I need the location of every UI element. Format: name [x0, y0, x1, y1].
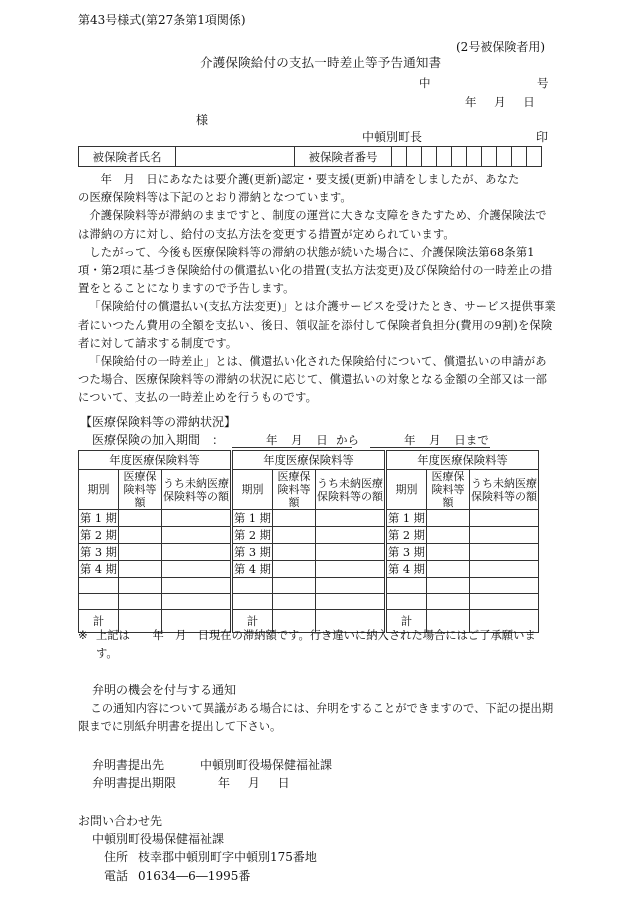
address-label: 住所	[104, 850, 129, 864]
address-value: 枝幸郡中頓別町字中頓別175番地	[138, 850, 317, 864]
insured-number-digit[interactable]	[437, 147, 452, 167]
premium-cell[interactable]	[427, 594, 470, 610]
hearing-text: この通知内容について異議がある場合には、弁明をすることができますので、下記の提出期限までに別紙弁明書を提出して下さい。	[78, 702, 554, 734]
period-cell: 第 2 期	[233, 527, 273, 544]
premium-cell[interactable]	[273, 510, 316, 527]
blank-cell	[79, 578, 119, 594]
col-period: 期別	[233, 470, 273, 510]
arrears-note	[78, 627, 556, 663]
tel-value: 01634―6―1995番	[138, 869, 251, 883]
insured-number-digit[interactable]	[512, 147, 527, 167]
submit-value: 中頓別町役場保健福祉課	[200, 758, 333, 772]
unpaid-cell[interactable]	[470, 544, 539, 561]
submit-label: 弁明書提出先	[92, 758, 165, 772]
period-cell: 第 1 期	[233, 510, 273, 527]
issue-date: 年 月 日	[465, 95, 535, 109]
col-period: 期別	[79, 470, 119, 510]
total-label: 計	[387, 610, 427, 633]
unpaid-cell[interactable]	[470, 594, 539, 610]
unpaid-cell[interactable]	[470, 527, 539, 544]
number-suffix: 号	[537, 76, 549, 90]
arrears-table	[386, 450, 539, 633]
hearing-text-block	[78, 700, 558, 736]
insured-name-field[interactable]	[176, 147, 295, 167]
insured-number-digit[interactable]	[482, 147, 497, 167]
premium-cell[interactable]	[427, 578, 470, 594]
unpaid-cell[interactable]	[470, 561, 539, 578]
unpaid-cell[interactable]	[162, 510, 231, 527]
period-label: 医療保険の加入期間 ：	[92, 433, 225, 447]
form-number: 第43号様式(第27条第1項関係)	[78, 13, 246, 27]
insured-number-digit[interactable]	[467, 147, 482, 167]
paragraph-5: 「保険給付の一時差止」とは、償還払い化された保険給付について、償還払いの申請があつた場合、医療保険料等の滞納の状況に応じて、償還払いの対象となる金額の全部又は一部について、支払の一時差止めを行うものです。	[78, 355, 548, 405]
period-cell: 第 4 期	[233, 561, 273, 578]
insured-number-digit[interactable]	[497, 147, 512, 167]
unpaid-cell[interactable]	[162, 544, 231, 561]
note-text: 上記は 年 月 日現在の滞納額です。行き違いに納入された場合にはご了承願います。	[96, 629, 536, 660]
col-unpaid: うち未納医療保険料等の額	[162, 470, 231, 510]
premium-cell[interactable]	[119, 544, 162, 561]
period-cell: 第 1 期	[79, 510, 119, 527]
insured-name-label: 被保険者氏名	[79, 147, 176, 167]
unpaid-cell[interactable]	[470, 578, 539, 594]
period-cell: 第 2 期	[387, 527, 427, 544]
issuer: 中頓別町長	[362, 130, 423, 144]
unpaid-cell[interactable]	[162, 578, 231, 594]
inquiry-title: お問い合わせ先	[78, 814, 163, 828]
period-cell: 第 2 期	[79, 527, 119, 544]
paragraph-4: 「保険給付の償還払い(支払方法変更)」とは介護サービスを受けたとき、サービス提供事業者にいつたん費用の全額を支払い、後日、領収証を添付して保険者負担分(費用の9割)を保険者に対して請求する制度です。	[78, 300, 556, 350]
tel-label: 電話	[104, 869, 129, 883]
addressee-suffix: 様	[196, 113, 209, 127]
unpaid-cell[interactable]	[162, 527, 231, 544]
insured-number-digit[interactable]	[407, 147, 422, 167]
insured-number-digit[interactable]	[392, 147, 407, 167]
hearing-title: 弁明の機会を付与する通知	[92, 683, 237, 697]
premium-cell[interactable]	[119, 561, 162, 578]
col-unpaid: うち未納医療保険料等の額	[470, 470, 539, 510]
note-mark: ※	[78, 629, 88, 642]
insured-number-digit[interactable]	[527, 147, 542, 167]
paragraph-1-line-1: 年 月 日にあなたは要介護(更新)認定・要支援(更新)申請をしましたが、あなた	[100, 173, 520, 186]
unpaid-cell[interactable]	[316, 561, 385, 578]
total-label: 計	[79, 610, 119, 633]
premium-cell[interactable]	[273, 561, 316, 578]
period-end-line	[370, 447, 490, 448]
unpaid-cell[interactable]	[316, 510, 385, 527]
paragraph-2: 介護保険料等が滞納のままですと、制度の運営に大きな支障をきたすため、介護保険法では滞納の方に対し、給付の支払方法を変更する措置が定められています。	[78, 209, 547, 241]
insured-number-digit[interactable]	[452, 147, 467, 167]
insured-number-label: 被保険者番号	[295, 147, 392, 167]
premium-cell[interactable]	[273, 594, 316, 610]
fiscal-year-header: 年度医療保険料等	[79, 451, 231, 470]
unpaid-cell[interactable]	[316, 594, 385, 610]
arrears-table	[232, 450, 385, 633]
paragraph-1-line-2: の医療保険料等は下記のとおり滞納となつています。	[78, 191, 352, 205]
insured-info-table	[78, 146, 542, 167]
deadline-label: 弁明書提出期限	[92, 776, 177, 790]
unpaid-cell[interactable]	[162, 594, 231, 610]
deadline-value: 年 月 日	[218, 776, 290, 790]
premium-cell[interactable]	[119, 594, 162, 610]
unpaid-cell[interactable]	[470, 510, 539, 527]
blank-cell	[79, 594, 119, 610]
unpaid-cell[interactable]	[316, 544, 385, 561]
period-from: から	[336, 433, 359, 447]
premium-cell[interactable]	[119, 527, 162, 544]
inquiry-dept: 中頓別町役場保健福祉課	[92, 832, 225, 846]
blank-cell	[233, 578, 273, 594]
seal-mark: 印	[536, 130, 549, 144]
unpaid-cell[interactable]	[316, 527, 385, 544]
premium-cell[interactable]	[273, 578, 316, 594]
premium-cell[interactable]	[119, 510, 162, 527]
arrears-table	[78, 450, 231, 633]
period-cell: 第 4 期	[79, 561, 119, 578]
arrears-tables	[78, 450, 540, 633]
premium-cell[interactable]	[273, 527, 316, 544]
premium-cell[interactable]	[427, 510, 470, 527]
document-title: 介護保険給付の支払一時差止等予告通知書	[200, 55, 442, 70]
arrears-section-title: 【医療保険料等の滞納状況】	[80, 415, 237, 429]
col-period: 期別	[387, 470, 427, 510]
premium-cell[interactable]	[427, 561, 470, 578]
paragraph-3: したがって、今後も医療保険料等の滞納の状態が続いた場合に、介護保険法第68条第1項・第2項に基づき保険給付の償還払い化の措置(支払方法変更)及び保険給付の一時差止の措置をとることになりますので予告します。	[78, 245, 553, 296]
fiscal-year-header: 年度医療保険料等	[233, 451, 385, 470]
period-cell: 第 3 期	[387, 544, 427, 561]
col-premium: 医療保険料等額	[273, 470, 316, 510]
premium-cell[interactable]	[427, 527, 470, 544]
unpaid-cell[interactable]	[316, 578, 385, 594]
total-label: 計	[233, 610, 273, 633]
col-premium: 医療保険料等額	[119, 470, 162, 510]
unpaid-cell[interactable]	[162, 561, 231, 578]
insured-number-digit[interactable]	[422, 147, 437, 167]
period-cell: 第 3 期	[79, 544, 119, 561]
period-end-date: 年 月 日まで	[404, 433, 489, 447]
period-cell: 第 4 期	[387, 561, 427, 578]
col-premium: 医療保険料等額	[427, 470, 470, 510]
blank-cell	[233, 594, 273, 610]
period-cell: 第 1 期	[387, 510, 427, 527]
number-prefix: 中	[419, 76, 431, 90]
blank-cell	[387, 594, 427, 610]
period-start-line	[232, 447, 352, 448]
blank-cell	[387, 578, 427, 594]
notice-body	[78, 171, 556, 408]
fiscal-year-header: 年度医療保険料等	[387, 451, 539, 470]
premium-cell[interactable]	[427, 544, 470, 561]
period-cell: 第 3 期	[233, 544, 273, 561]
premium-cell[interactable]	[273, 544, 316, 561]
col-unpaid: うち未納医療保険料等の額	[316, 470, 385, 510]
period-start-date: 年 月 日	[266, 433, 328, 447]
insured-type: (2号被保険者用)	[456, 40, 545, 54]
premium-cell[interactable]	[119, 578, 162, 594]
